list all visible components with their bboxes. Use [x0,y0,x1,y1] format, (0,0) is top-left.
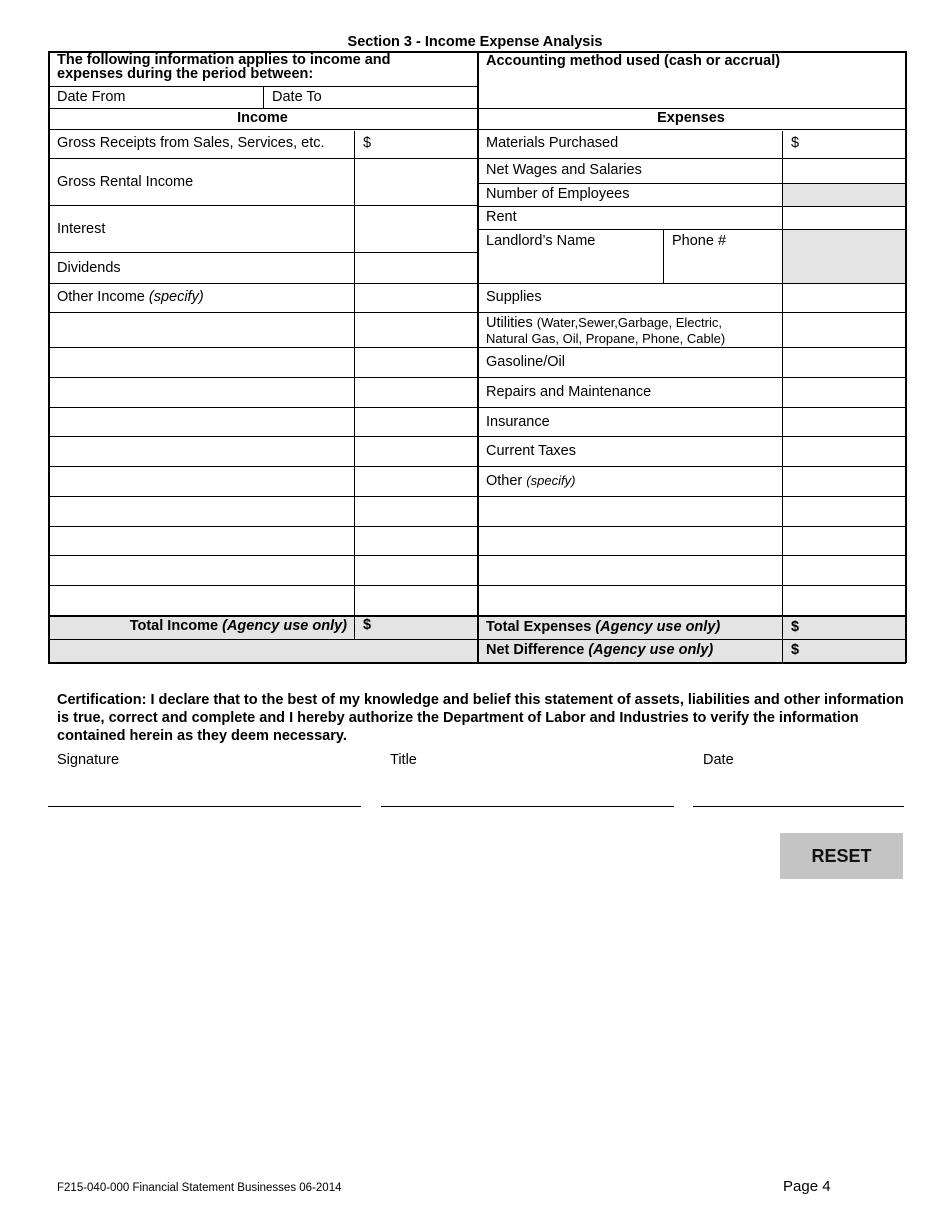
accounting-method-field[interactable]: Accounting method used (cash or accrual) [486,53,781,69]
net-difference-amount: $ [791,642,800,658]
table-border-right [905,51,907,663]
line [48,466,906,467]
gray-cell-employees [783,183,906,206]
employees-label: Number of Employees [486,186,630,202]
landlord-phone-field[interactable]: Phone # [672,233,727,249]
utilities-detail-2: Natural Gas, Oil, Propane, Phone, Cable) [486,331,726,346]
interest-amount[interactable] [354,206,477,252]
gasoline-label: Gasoline/Oil [486,354,565,370]
gross-rental-label: Gross Rental Income [57,174,194,190]
line [48,496,906,497]
income-heading: Income [237,110,288,126]
line [48,86,478,87]
line [48,555,906,556]
line [48,639,906,640]
gross-receipts-label: Gross Receipts from Sales, Services, etc. [57,135,325,151]
rent-label: Rent [486,209,517,225]
line [48,377,906,378]
certification-text: Certification: I declare that to the best of my knowledge and belief this statement of assets, liabilities and other information is true, correct and complete and I hereby authorize the Department of Labor and Industries to verify the information contained herein as they deem necessary. [57,692,904,744]
signature-line[interactable] [48,806,361,807]
line [48,108,906,109]
total-expenses-agency: (Agency use only) [595,619,721,635]
total-income-agency: (Agency use only) [222,618,347,634]
current-taxes-label: Current Taxes [486,443,576,459]
title-line[interactable] [381,806,674,807]
line [48,407,906,408]
net-difference-agency: (Agency use only) [588,642,714,658]
dividends-label: Dividends [57,260,121,276]
total-income-text: Total Income [129,618,223,634]
utilities-text: Utilities [486,315,537,331]
total-expenses-label [477,619,782,635]
materials-label: Materials Purchased [486,135,619,151]
line [478,206,906,207]
total-income-label [48,618,347,634]
net-difference-text: Net Difference [486,642,589,658]
period-text: The following information applies to income and expenses during the period between: [57,52,391,82]
net-wages-label: Net Wages and Salaries [486,162,642,178]
total-income-amount: $ [363,617,372,633]
utilities-detail-1: (Water,Sewer,Garbage, Electric, [536,315,722,330]
other-expense-specify: (specify) [526,473,576,488]
repairs-label: Repairs and Maintenance [486,384,652,400]
date-from-field[interactable]: Date From [57,89,126,105]
signature-label: Signature [57,752,120,768]
other-income-label [48,289,354,305]
other-expense-label [477,473,782,489]
line [48,436,906,437]
expense-amount-divider [782,131,783,663]
date-line[interactable] [693,806,904,807]
expenses-heading: Expenses [657,110,725,126]
other-income-specify: (specify) [148,289,204,305]
line [48,312,906,313]
line [48,615,906,617]
page-number: Page 4 [783,1178,831,1195]
other-expense-text: Other [486,473,527,489]
title-label: Title [390,752,417,768]
date-to-field[interactable]: Date To [272,89,322,105]
line [48,129,906,130]
total-expenses-amount: $ [791,619,800,635]
line [48,526,906,527]
section-title: Section 3 - Income Expense Analysis [347,34,603,50]
line [478,229,906,230]
form-id: F215-040-000 Financial Statement Businesses 06-2014 [57,1182,342,1194]
income-expense-table [48,51,906,663]
gray-cell-landlord [783,230,906,283]
dividends-amount[interactable] [354,253,477,283]
date-label: Date [703,752,734,768]
net-difference-label [477,642,782,658]
insurance-label: Insurance [486,414,550,430]
line [48,347,906,348]
total-expenses-text: Total Expenses [486,619,596,635]
interest-label: Interest [57,221,106,237]
gross-receipts-amount[interactable]: $ [363,135,372,151]
gross-rental-amount[interactable] [354,159,477,205]
utilities-label [477,315,782,347]
landlord-name-field[interactable]: Landlord’s Name [486,233,596,249]
reset-button[interactable]: RESET [780,833,903,879]
materials-amount[interactable]: $ [791,135,800,151]
line [478,183,906,184]
supplies-label: Supplies [486,289,542,305]
line [48,283,906,284]
other-income-text: Other Income [57,289,149,305]
line [48,585,906,586]
line [478,158,906,159]
